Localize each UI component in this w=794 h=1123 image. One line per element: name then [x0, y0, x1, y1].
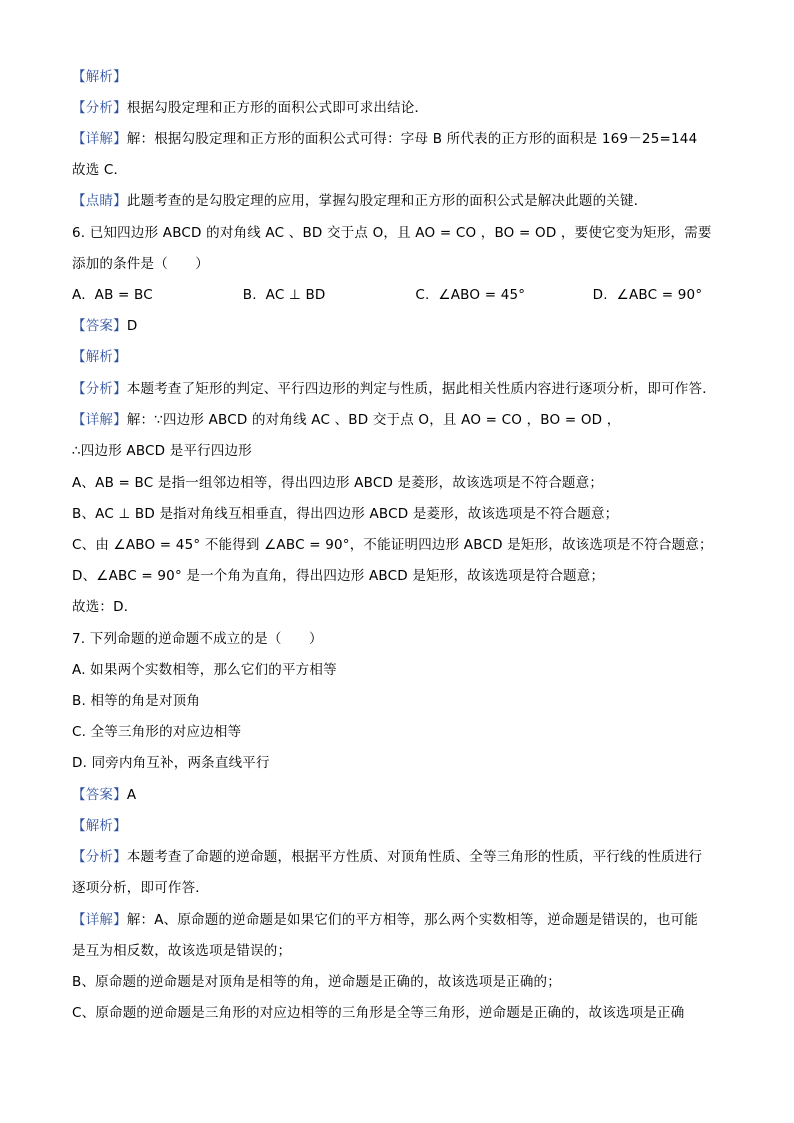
section-label: 【答案】 [72, 318, 127, 334]
section-label: 【点睛】 [72, 193, 127, 209]
line-31: C、原命题的逆命题是三角形的对应边相等的三角形是全等三角形，逆命题是正确的，故该选项是正确 [72, 1005, 685, 1021]
line-8: A. AB = BC B. AC ⊥ BD C. ∠ABO = 45° D. ∠ABC = 90° [72, 287, 703, 303]
section-label: 【分析】 [72, 100, 127, 116]
line-21: B. 相等的角是对顶角 [72, 693, 201, 709]
section-label: 【分析】 [72, 849, 127, 865]
line-5: 【点睛】此题考查的是勾股定理的应用，掌握勾股定理和正方形的面积公式是解决此题的关键． [72, 193, 648, 209]
line-9: 【答案】D [72, 318, 138, 334]
line-12: 【详解】解：∵四边形 ABCD 的对角线 AC 、BD 交于点 O，且 AO = CO ，BO = OD ， [72, 412, 621, 428]
line-22: C. 全等三角形的对应边相等 [72, 724, 242, 740]
line-7: 添加的条件是（ ） [72, 256, 209, 272]
line-1 [72, 67, 734, 87]
line-18: 故选：D． [72, 599, 138, 615]
section-label: 【详解】 [72, 912, 127, 928]
section-label: 【分析】 [72, 381, 127, 397]
line-17: D、∠ABC = 90° 是一个角为直角，得出四边形 ABCD 是矩形，故该选项是符合题意； [72, 568, 605, 584]
line-15: B、AC ⊥ BD 是指对角线互相垂直，得出四边形 ABCD 是菱形，故该选项是不符合题意； [72, 506, 619, 522]
line-10 [72, 347, 734, 367]
line-26: 【分析】本题考查了命题的逆命题，根据平方性质、对顶角性质、全等三角形的性质，平行线的性质进行 [72, 849, 703, 865]
section-label: 【解析】 [72, 69, 127, 85]
line-11: 【分析】本题考查了矩形的判定、平行四边形的判定与性质，据此相关性质内容进行逐项分析，即可作答． [72, 381, 716, 397]
line-20: A. 如果两个实数相等，那么它们的平方相等 [72, 662, 337, 678]
line-2: 【分析】根据勾股定理和正方形的面积公式即可求出结论． [72, 100, 429, 116]
line-14: A、AB = BC 是指一组邻边相等，得出四边形 ABCD 是菱形，故该选项是不符合题意； [72, 475, 604, 491]
line-23: D. 同旁内角互补，两条直线平行 [72, 755, 270, 771]
line-28: 【详解】解：A、原命题的逆命题是如果它们的平方相等，那么两个实数相等，逆命题是错误的，也可能 [72, 912, 698, 928]
section-label: 【详解】 [72, 131, 127, 147]
line-25 [72, 816, 734, 836]
section-label: 【解析】 [72, 818, 127, 834]
line-19: 7. 下列命题的逆命题不成立的是（ ） [72, 631, 323, 647]
line-3: 【详解】解：根据勾股定理和正方形的面积公式可得：字母 B 所代表的正方形的面积是 169－25=144 [72, 131, 698, 147]
line-27: 逐项分析，即可作答． [72, 880, 209, 896]
line-29: 是互为相反数，故该选项是错误的； [72, 943, 292, 959]
line-24: 【答案】A [72, 787, 137, 803]
line-16: C、由 ∠ABO = 45° 不能得到 ∠ABC = 90°，不能证明四边形 ABCD 是矩形，故该选项是不符合题意； [72, 537, 713, 553]
section-label: 【详解】 [72, 412, 127, 428]
line-6: 6. 已知四边形 ABCD 的对角线 AC 、BD 交于点 O，且 AO = CO ，BO = OD ，要使它变为矩形，需要 [72, 225, 712, 241]
section-label: 【解析】 [72, 349, 127, 365]
section-label: 【答案】 [72, 787, 127, 803]
line-13: ∴四边形 ABCD 是平行四边形 [72, 443, 252, 459]
line-30: B、原命题的逆命题是对顶角是相等的角，逆命题是正确的，故该选项是正确的； [72, 974, 561, 990]
line-4: 故选 C． [72, 162, 128, 178]
